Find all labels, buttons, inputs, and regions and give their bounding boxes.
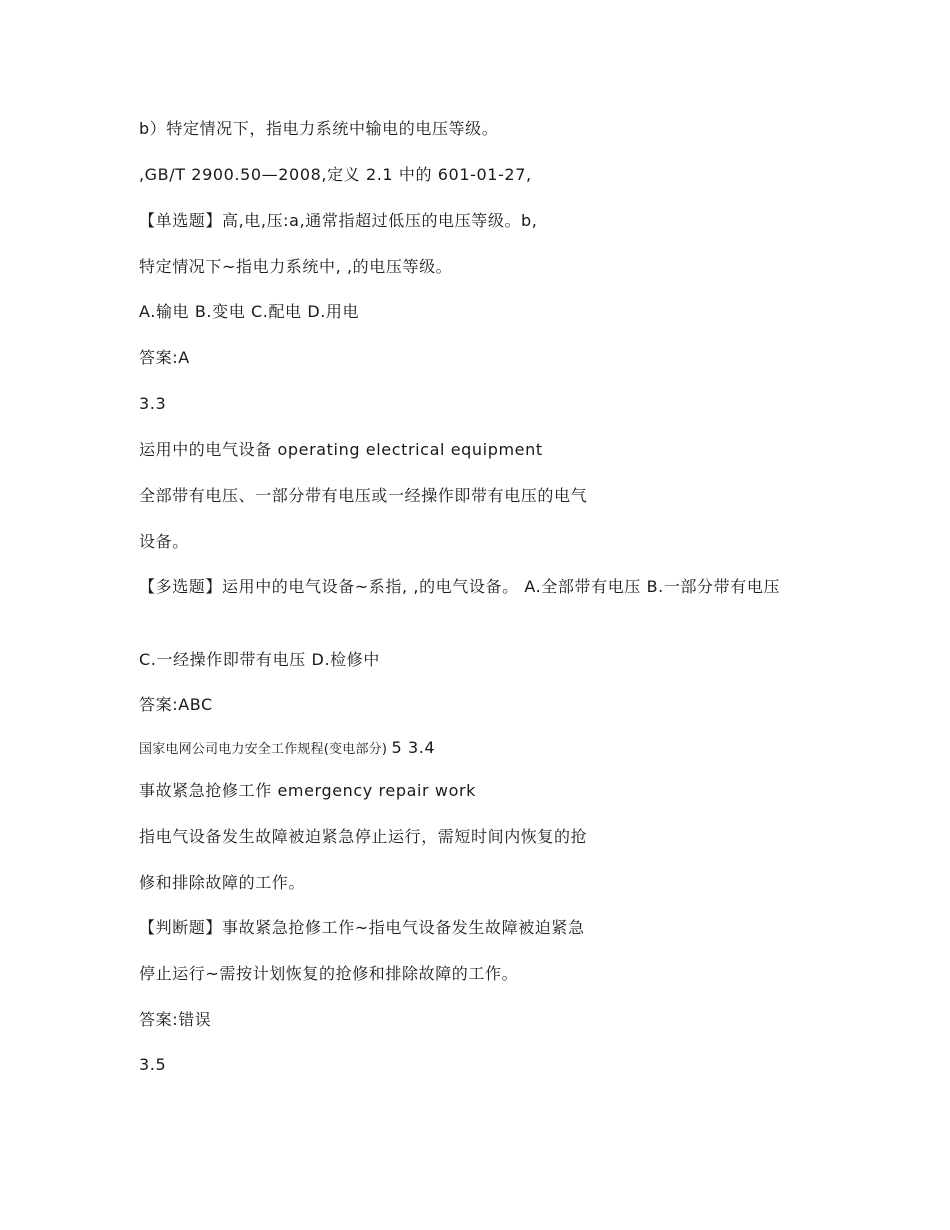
source-reference <box>139 735 435 763</box>
definition-line-2: 设备。 <box>139 532 189 551</box>
text-line-4: 特定情况下~指电力系统中, ,的电压等级。 <box>139 257 453 276</box>
term-heading: 事故紧急抢修工作 emergency repair work <box>139 781 477 800</box>
text-line-2: ,GB/T 2900.50—2008,定义 2.1 中的 601-01-27, <box>139 165 532 184</box>
text-line-1: b）特定情况下，指电力系统中输电的电压等级。 <box>139 119 499 138</box>
question-single-choice: 【单选题】高,电,压:a,通常指超过低压的电压等级。b, <box>139 211 538 230</box>
source-title: 国家电网公司电力安全工作规程(变电部分) <box>139 742 388 757</box>
text-line-continued: 停止运行~需按计划恢复的抢修和排除故障的工作。 <box>139 964 519 983</box>
section-number: 3.5 <box>139 1055 167 1074</box>
answer-line: 答案:ABC <box>139 695 213 714</box>
term-heading: 运用中的电气设备 operating electrical equipment <box>139 440 543 459</box>
definition-line-1: 全部带有电压、一部分带有电压或一经操作即带有电压的电气 <box>139 486 588 505</box>
definition-line-1: 指电气设备发生故障被迫紧急停止运行，需短时间内恢复的抢 <box>139 827 588 846</box>
question-true-false: 【判断题】事故紧急抢修工作~指电气设备发生故障被迫紧急 <box>139 918 585 937</box>
answer-line: 答案:错误 <box>139 1010 212 1029</box>
definition-line-2: 修和排除故障的工作。 <box>139 873 306 892</box>
section-number: 5 3.4 <box>391 738 436 757</box>
answer-line: 答案:A <box>139 348 190 367</box>
answer-options: A.输电 B.变电 C.配电 D.用电 <box>139 302 360 321</box>
answer-options: C.一经操作即带有电压 D.检修中 <box>139 650 380 669</box>
question-multiple-choice: 【多选题】运用中的电气设备~系指, ,的电气设备。 A.全部带有电压 B.一部分带有电压 <box>139 577 781 596</box>
section-number: 3.3 <box>139 394 167 413</box>
